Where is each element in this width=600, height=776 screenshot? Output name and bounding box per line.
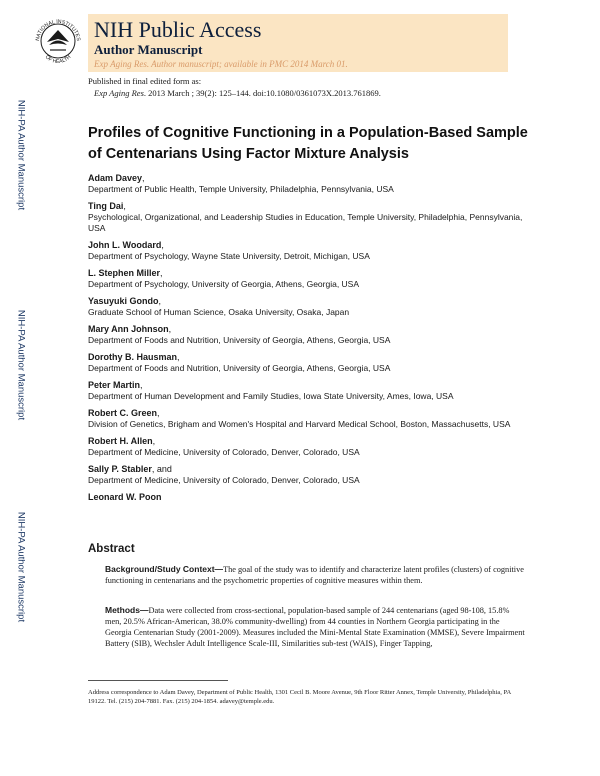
author-separator: , — [157, 408, 160, 418]
author-separator: , — [168, 324, 172, 334]
author-name — [88, 323, 528, 335]
author-entry — [88, 407, 528, 430]
banner-title: NIH Public Access — [94, 17, 262, 42]
side-label-3: NIH-PA Author Manuscript — [15, 511, 27, 623]
author-affiliation: Department of Foods and Nutrition, University of Georgia, Athens, Georgia, USA — [88, 363, 391, 373]
abstract-background — [105, 564, 525, 586]
author-separator: , — [161, 240, 164, 250]
author-name — [88, 267, 528, 279]
author-name-text: Ting Dai — [88, 201, 124, 211]
author-affiliation: Department of Public Health, Temple University, Philadelphia, Pennsylvania, USA — [88, 184, 394, 194]
author-name-text: Adam Davey — [88, 173, 143, 183]
author-affiliation: Department of Human Development and Family Studies, Iowa State University, Ames, Iowa, USA — [88, 391, 454, 401]
author-entry — [88, 200, 528, 234]
author-name — [88, 379, 528, 391]
author-name-text: John L. Woodard — [88, 240, 162, 250]
author-name — [88, 351, 528, 363]
author-name-text: Dorothy B. Hausman — [88, 352, 178, 362]
side-label-1: NIH-PA Author Manuscript — [15, 99, 27, 211]
author-name — [88, 200, 528, 212]
abstract-methods — [105, 605, 525, 649]
author-name-text: Mary Ann Johnson — [88, 324, 169, 334]
author-name — [88, 295, 528, 307]
author-entry — [88, 351, 528, 374]
author-name — [88, 435, 528, 447]
article-title: Profiles of Cognitive Functioning in a Population-Based Sample of Centenarians Using Factor Mixture Analysis — [88, 125, 528, 162]
nih-seal-logo — [30, 12, 86, 68]
author-name-text: L. Stephen Miller — [88, 268, 161, 278]
background-label: Background/Study Context— — [105, 564, 224, 574]
author-entry — [88, 463, 528, 486]
author-name — [88, 239, 528, 251]
author-name — [88, 172, 528, 184]
methods-text: Data were collected from cross-sectional, population-based sample of 244 centenarians (aged 98-108, 15.8% men, 20.5% African-American, 38.0% community-dwelling) from 44 counties in Northern Georgia participating in the Georgia Centenarian Study (2001-2009). Measures included the Mini-Mental State Examination (MMSE), Severe Impairment Battery (SIB), Wechsler Adult Intelligence Scale-III, Similarities sub-test (WAIS), Finger Tapping, — [105, 606, 525, 648]
nih-public-access-banner — [88, 14, 508, 72]
author-separator: , — [177, 352, 180, 362]
author-name-text: Leonard W. Poon — [88, 492, 162, 502]
author-entry — [88, 491, 528, 503]
citation — [88, 87, 381, 99]
author-separator: , — [152, 436, 156, 446]
author-name — [88, 407, 528, 419]
author-separator: , — [158, 296, 162, 306]
author-entry — [88, 379, 528, 402]
svg-text:OF HEALTH: OF HEALTH — [43, 54, 73, 66]
author-affiliation: Division of Genetics, Brigham and Women's Hospital and Harvard Medical School, Boston, Massachusetts, USA — [88, 419, 511, 429]
methods-label: Methods— — [105, 605, 149, 615]
author-affiliation: Psychological, Organizational, and Leadership Studies in Education, Temple University, Philadelphia, Pennsylvania, USA — [88, 212, 523, 233]
author-entry — [88, 239, 528, 262]
side-label-2: NIH-PA Author Manuscript — [15, 309, 27, 421]
author-entry — [88, 267, 528, 290]
author-affiliation: Department of Medicine, University of Colorado, Denver, Colorado, USA — [88, 447, 360, 457]
author-affiliation: Department of Psychology, University of Georgia, Athens, Georgia, USA — [88, 279, 360, 289]
banner-subtitle: Author Manuscript — [94, 42, 203, 57]
author-separator: , — [123, 201, 126, 211]
author-separator: , and — [151, 464, 172, 474]
author-affiliation: Department of Medicine, University of Colorado, Denver, Colorado, USA — [88, 475, 360, 485]
author-affiliation: Department of Foods and Nutrition, University of Georgia, Athens, Georgia, USA — [88, 335, 391, 345]
author-name-text: Robert C. Green — [88, 408, 158, 418]
author-name-text: Yasuyuki Gondo — [88, 296, 159, 306]
svg-text:NATIONAL INSTITUTES: NATIONAL INSTITUTES — [34, 18, 82, 42]
author-list — [88, 172, 528, 508]
correspondence-footnote: Address correspondence to Adam Davey, Department of Public Health, 1301 Cecil B. Moore Avenue, 9th Floor Ritter Annex, Temple University, Philadelphia, PA 19122. Tel. (215) 204-7881. Fax. (215) 204-1854. adavey@temple.edu. — [88, 689, 511, 705]
author-affiliation: Graduate School of Human Science, Osaka University, Osaka, Japan — [88, 307, 350, 317]
author-name-text: Robert H. Allen — [88, 436, 153, 446]
journal-name: Exp Aging Res — [94, 88, 144, 98]
author-entry — [88, 172, 528, 195]
author-entry — [88, 323, 528, 346]
published-label: Published in final edited form as: — [88, 76, 202, 86]
author-name-text: Peter Martin — [88, 380, 141, 390]
author-name-text: Sally P. Stabler — [88, 464, 152, 474]
author-name — [88, 463, 528, 475]
author-separator: , — [140, 380, 143, 390]
abstract-heading: Abstract — [88, 543, 135, 555]
author-separator: , — [142, 173, 145, 183]
background-text: The goal of the study was to identify and characterize latent profiles (clusters) of cognitive functioning in centenarians and the psychometric properties of cognitive measures within them. — [105, 565, 524, 585]
author-affiliation: Department of Psychology, Wayne State University, Detroit, Michigan, USA — [88, 251, 370, 261]
publication-info — [88, 75, 381, 99]
author-separator: , — [160, 268, 163, 278]
banner-availability: Exp Aging Res. Author manuscript; available in PMC 2014 March 01. — [94, 59, 348, 69]
author-entry — [88, 295, 528, 318]
author-entry — [88, 435, 528, 458]
author-name — [88, 491, 528, 503]
citation-details: . 2013 March ; 39(2): 125–144. doi:10.1080/0361073X.2013.761869. — [143, 88, 381, 98]
footnote-rule — [88, 680, 228, 681]
